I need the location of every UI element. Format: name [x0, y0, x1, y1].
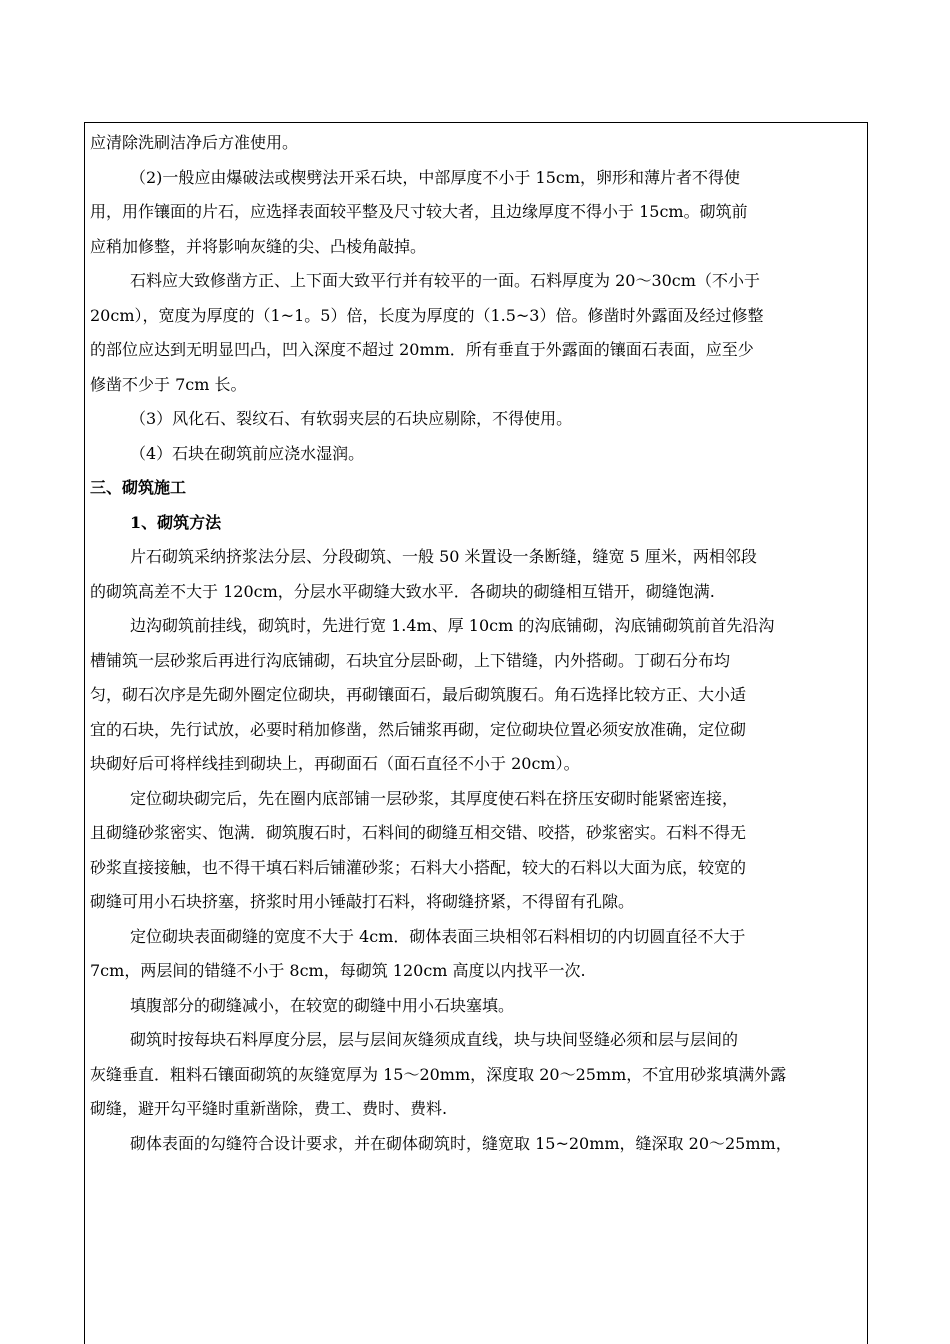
text-line: 且砌缝砂浆密实、饱满．砌筑腹石时，石料间的砌缝互相交错、咬搭，砂浆密实。石料不得无	[90, 823, 747, 842]
text-line: 20cm），宽度为厚度的（1~1。5）倍，长度为厚度的（1.5~3）倍。修凿时外露面及经过修整	[90, 305, 764, 325]
text-line: 用，用作镶面的片石，应选择表面较平整及尺寸较大者，且边缘厚度不得小于 15cm。砌筑前	[90, 202, 748, 221]
text-line: （3）风化石、裂纹石、有软弱夹层的石块应剔除，不得使用。	[130, 409, 573, 428]
text-line: 槽铺筑一层砂浆后再进行沟底铺砌，石块宜分层卧砌，上下错缝，内外搭砌。丁砌石分布均	[90, 650, 731, 670]
text-line: 定位砌块表面砌缝的宽度不大于 4cm．砌体表面三块相邻石料相切的内切圆直径不大于	[130, 926, 746, 946]
document-body	[90, 126, 864, 1161]
text-line: 匀，砌石次序是先砌外圈定位砌块，再砌镶面石，最后砌筑腹石。角石选择比较方正、大小适	[90, 685, 747, 704]
text-line: 砌筑时按每块石料厚度分层，层与层间灰缝须成直线，块与块间竖缝必须和层与层间的	[130, 1030, 739, 1049]
text-line: 砂浆直接接触，也不得干填石料后铺灌砂浆；石料大小搭配，较大的石料以大面为底，较宽的	[90, 857, 747, 877]
text-line: 灰缝垂直．粗料石镶面砌筑的灰缝宽厚为 15～20mm，深度取 20～25mm，不宜用砂浆填满外露	[90, 1064, 787, 1084]
text-line: 定位砌块砌完后，先在圈内底部铺一层砂浆，其厚度使石料在挤压安砌时能紧密连接，	[130, 788, 739, 808]
text-line: （2)一般应由爆破法或楔劈法开采石块，中部厚度不小于 15cm，卵形和薄片者不得使	[130, 167, 741, 187]
text-line: 修凿不少于 7cm 长。	[90, 374, 247, 394]
text-line: 填腹部分的砌缝减小，在较宽的砌缝中用小石块塞填。	[130, 995, 515, 1015]
text-line: 应稍加修整，并将影响灰缝的尖、凸棱角敲掉。	[90, 236, 427, 256]
text-line: 7cm，两层间的错缝不小于 8cm，每砌筑 120cm 高度以内找平一次.	[90, 961, 586, 980]
text-line: 的部位应达到无明显凹凸，凹入深度不超过 20mm．所有垂直于外露面的镶面石表面，应至少	[90, 340, 754, 359]
text-line: 砌缝，避开勾平缝时重新凿除，费工、费时、费料.	[90, 1099, 448, 1118]
text-line: 块砌好后可将样线挂到砌块上，再砌面石（面石直径不小于 20cm）。	[90, 754, 580, 773]
subsection-heading: 1、砌筑方法	[130, 512, 222, 532]
text-line: 应清除洗刷洁净后方准使用。	[90, 133, 299, 152]
text-line: （4）石块在砌筑前应浇水湿润。	[130, 443, 365, 463]
section-heading: 三、砌筑施工	[90, 478, 187, 497]
text-line: 的砌筑高差不大于 120cm，分层水平砌缝大致水平．各砌块的砌缝相互错开，砌缝饱满.	[90, 581, 715, 601]
text-line: 砌体表面的勾缝符合设计要求，并在砌体砌筑时，缝宽取 15~20mm，缝深取 20～25mm，	[130, 1133, 792, 1153]
text-line: 片石砌筑采纳挤浆法分层、分段砌筑、一般 50 米置设一条断缝，缝宽 5 厘米，两相邻段	[130, 547, 757, 566]
text-line: 砌缝可用小石块挤塞，挤浆时用小锤敲打石料，将砌缝挤紧，不得留有孔隙。	[90, 892, 635, 911]
text-line: 边沟砌筑前挂线，砌筑时，先进行宽 1.4m、厚 10cm 的沟底铺砌，沟底铺砌筑前首先沿沟	[130, 616, 775, 635]
text-line: 石料应大致修凿方正、上下面大致平行并有较平的一面。石料厚度为 20～30cm（不小于	[130, 271, 760, 290]
text-line: 宜的石块，先行试放，必要时稍加修凿，然后铺浆再砌，定位砌块位置必须安放准确，定位砌	[90, 719, 747, 739]
